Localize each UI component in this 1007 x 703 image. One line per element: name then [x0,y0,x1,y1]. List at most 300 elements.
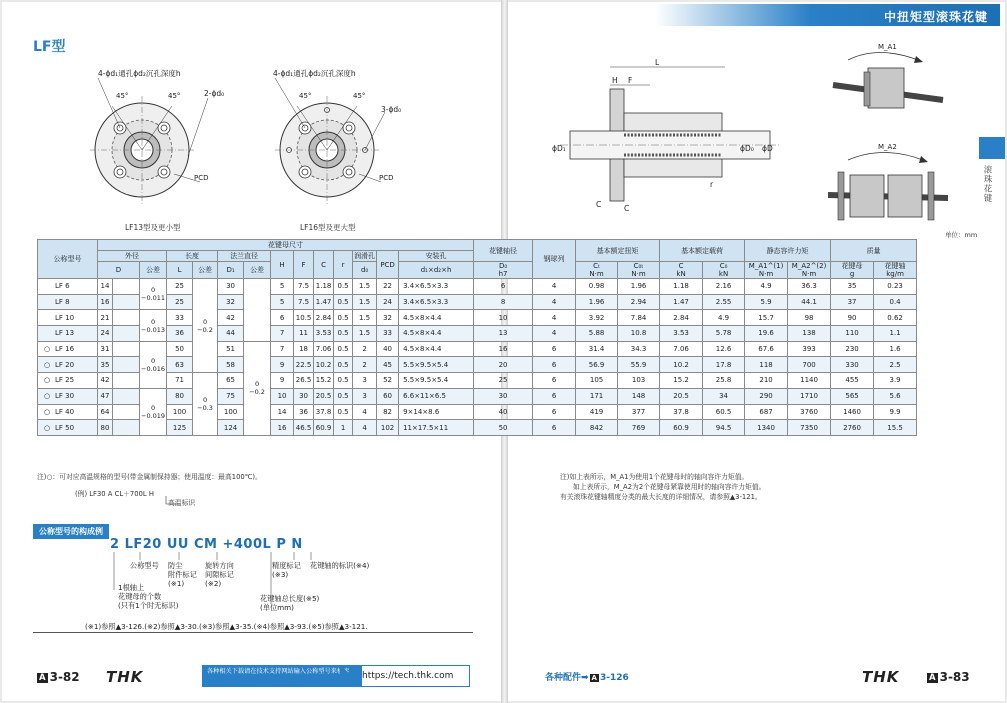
th-nut-mass [831,262,874,279]
cell-L: 50 [167,341,193,357]
dim-C1: C [596,200,602,209]
cell-D1-tol [244,341,271,435]
config-dust-3: (※1) [168,579,185,588]
cell-C0: 2.55 [703,294,745,310]
cell-COT: 148 [618,388,660,404]
cell-C: 1.47 [660,294,703,310]
cell-nut_g: 90 [831,310,874,326]
cell-D-spacer [113,373,140,389]
th-D1-tol: 公差 [244,262,271,279]
cell-F: 22.5 [294,357,314,373]
cell-D-tol-upper: 0 [150,356,156,365]
cell-d0: 4 [353,404,377,420]
cell-MA2: 138 [788,326,831,342]
cell-shaft_kgm: 15.5 [874,420,917,436]
config-model: 公称型号 [130,561,159,570]
table-row [38,341,917,357]
cell-hole: 3.4×6.5×3.3 [399,279,474,295]
cell-balls: 4 [533,294,576,310]
config-num-1: 1根轴上 [118,583,145,592]
parts-prefix: A [591,674,597,682]
th-COT-unit: N·m [631,270,646,278]
model-name: LF 10 [55,313,75,322]
cell-MA1: 210 [745,373,788,389]
cell-d0: 3 [353,388,377,404]
cell-C: 10.2 [660,357,703,373]
cell-PCD: 32 [377,310,399,326]
cell-model [38,373,98,389]
cell-MA2: 1710 [788,388,831,404]
cell-shaft_kgm: 3.9 [874,373,917,389]
cell-D1: 32 [218,294,244,310]
cell-model [38,279,98,295]
model-name: LF 30 [55,392,75,401]
cell-balls: 6 [533,388,576,404]
cell-PCD: 45 [377,357,399,373]
table-row [38,279,917,295]
cell-shaft_kgm: 9.9 [874,404,917,420]
dim-D0: ϕD₀ [740,144,754,153]
cell-CT: 3.92 [576,310,618,326]
cell-r: 0.5 [334,357,353,373]
side-tab-marker [979,137,1005,159]
cell-D-tol [140,310,167,341]
cell-Do: 30 [474,388,533,404]
cell-C: 1.18 [314,279,334,295]
config-rule [33,632,473,633]
high-temp-marker-icon: ○ [44,360,51,369]
cell-C: 15.2 [314,373,334,389]
cell-nut_g: 35 [831,279,874,295]
cell-CT: 56.9 [576,357,618,373]
cell-MA1: 19.6 [745,326,788,342]
cell-D-tol-lower: −0.011 [141,294,166,303]
page-right-num: 3-83 [939,670,970,684]
cell-shaft_kgm: 1.6 [874,341,917,357]
cell-C0: 4.9 [703,310,745,326]
cell-C: 3.53 [314,326,334,342]
cell-F: 18 [294,341,314,357]
cell-MA1: 4.9 [745,279,788,295]
cell-C: 37.8 [660,404,703,420]
spec-table [37,239,917,436]
cell-D-tol [140,341,167,388]
cell-hole: 4.5×8×4.4 [399,326,474,342]
lbl-holes-large: 4-ϕd₁通孔ϕd₂沉孔深度h [273,69,356,78]
cell-C0: 5.78 [703,326,745,342]
cell-L-tol-lower: −0.3 [197,404,213,412]
parts-page: 3-126 [599,673,629,683]
cell-L: 71 [167,373,193,389]
cell-COT: 2.94 [618,294,660,310]
cell-D-tol-upper: 0 [150,286,156,295]
cell-D-tol [140,388,167,435]
dim-D: ϕD [762,144,773,153]
config-num-3: (只有1个时无标识) [118,601,179,610]
config-shaft: 花键轴的标识(※4) [310,561,370,570]
cell-D: 80 [98,420,113,436]
cell-C: 15.2 [660,373,703,389]
dim-L: L [655,58,660,67]
cell-C: 10.2 [314,357,334,373]
cell-D: 24 [98,326,113,342]
config-num-2: 花键母的个数 [118,592,162,601]
cell-d0: 1.5 [353,279,377,295]
cell-balls: 6 [533,420,576,436]
cell-C0: 60.5 [703,404,745,420]
model-name: LF 16 [55,345,75,354]
cell-balls: 4 [533,310,576,326]
cell-hole: 11×17.5×11 [399,420,474,436]
config-len-1: 花键轴总长度(※5) [260,594,320,603]
th-Do-h7 [474,262,533,279]
cell-D-tol-lower: −0.019 [141,411,166,420]
cell-L: 36 [167,326,193,342]
cell-C: 37.8 [314,404,334,420]
moment-ma1: M_A1 [878,43,897,51]
cell-C0: 2.16 [703,279,745,295]
cell-shaft_kgm: 0.62 [874,310,917,326]
cell-D: 42 [98,373,113,389]
cell-COT: 7.84 [618,310,660,326]
cell-nut_g: 330 [831,357,874,373]
lbl-angle1-small: 45° [116,92,129,100]
cell-nut_g: 455 [831,373,874,389]
cell-Do: 6 [474,279,533,295]
th-H: H [271,251,294,279]
cell-nut_g: 110 [831,326,874,342]
model-name: LF 6 [55,282,70,291]
cell-shaft_kgm: 0.4 [874,294,917,310]
support-url-link[interactable]: https://tech.thk.com [342,665,470,687]
dim-C2: C [624,204,630,213]
th-outer-dia: 外径 [98,251,167,262]
cell-hole: 4.5×8×4.4 [399,341,474,357]
th-lube-hole: 润滑孔 [354,252,376,260]
flange-drawing-large [265,66,425,216]
th-mount-hole: 安装孔 [399,251,474,262]
cell-C: 7.06 [660,341,703,357]
cell-D: 35 [98,357,113,373]
cell-L: 25 [167,279,193,295]
cell-H: 16 [271,420,294,436]
model-name: LF 50 [55,423,75,432]
thk-logo-right: THK [862,668,900,686]
cell-r: 1 [334,420,353,436]
cell-d0: 1.5 [353,294,377,310]
cell-hole: 3.4×6.5×3.3 [399,294,474,310]
cell-CT: 171 [576,388,618,404]
cell-C: 60.9 [314,420,334,436]
cell-D-tol [140,279,167,310]
cell-shaft_kgm: 0.23 [874,279,917,295]
th-MA1 [745,262,788,279]
table-row [38,404,917,420]
cell-model [38,326,98,342]
cell-H: 10 [271,388,294,404]
cell-model [38,388,98,404]
cell-d0: 1.5 [353,310,377,326]
parts-ref-link[interactable] [545,670,629,683]
moment-drawing-single [828,40,948,120]
th-CT-unit: N·m [589,270,604,278]
cell-PCD: 60 [377,388,399,404]
cell-L-tol-upper: 0 [202,396,208,404]
cell-D1: 58 [218,357,244,373]
cell-D-spacer [113,341,140,357]
page-right-prefix: A [929,673,936,683]
cell-r: 0.5 [334,404,353,420]
config-rot-1: 旋转方向 [205,561,234,570]
cell-PCD: 22 [377,279,399,295]
cell-L: 33 [167,310,193,326]
cell-COT: 377 [618,404,660,420]
config-acc-2: (※3) [272,570,289,579]
cell-D1: 30 [218,279,244,295]
cell-D: 64 [98,404,113,420]
cell-H: 5 [271,279,294,295]
cell-COT: 55.9 [618,357,660,373]
cell-PCD: 33 [377,326,399,342]
high-temp-marker-icon: ○ [44,376,51,385]
cell-nut_g: 230 [831,341,874,357]
th-D: D [98,262,140,279]
cell-PCD: 24 [377,294,399,310]
dim-D1: ϕD₁ [552,144,566,153]
th-mass: 质量 [831,240,917,262]
cell-F: 26.5 [294,373,314,389]
th-torque: 基本额定扭矩 [576,240,660,262]
table-row [38,326,917,342]
cell-r: 0.5 [334,294,353,310]
th-F: F [294,251,314,279]
th-Cload-sym: C [678,262,684,270]
cell-hole: 5.5×9.5×5.4 [399,357,474,373]
cell-D-spacer [113,294,140,310]
config-rot [205,561,234,588]
cell-H: 9 [271,373,294,389]
cell-PCD: 82 [377,404,399,420]
th-MA1-unit: N·m [758,270,774,278]
model-name: LF 40 [55,407,75,416]
config-acc-1: 精度标记 [272,561,301,570]
cell-MA2: 393 [788,341,831,357]
cell-D: 16 [98,294,113,310]
cell-MA1: 5.9 [745,294,788,310]
cell-H: 14 [271,404,294,420]
lbl-angle1-large: 45° [299,92,312,100]
cell-C: 1.47 [314,294,334,310]
cell-L-tol [193,373,218,436]
cell-nut_g: 1460 [831,404,874,420]
page-left-num: 3-82 [49,670,80,684]
th-MA2-unit: N·m [801,270,817,278]
config-title: 公称型号的构成例 [33,524,109,539]
cell-MA2: 1140 [788,373,831,389]
th-r: r [334,251,353,279]
cell-MA2: 36.3 [788,279,831,295]
cell-balls: 6 [533,341,576,357]
cell-Do: 40 [474,404,533,420]
section-title: LF型 [33,39,66,55]
cell-MA1: 1340 [745,420,788,436]
config-len-2: (单位mm) [260,603,294,612]
lbl-pcd-large: PCD [379,174,394,182]
table-row [38,294,917,310]
cell-F: 7.5 [294,294,314,310]
cell-C: 20.5 [660,388,703,404]
th-load: 基本额定载荷 [660,240,745,262]
config-dust-2: 附件标记 [168,570,197,579]
unit-label: 单位：mm [945,231,978,239]
cell-C0: 25.8 [703,373,745,389]
th-length: 长度 [167,251,218,262]
cell-C0: 17.8 [703,357,745,373]
th-flange-dia: 法兰直径 [218,251,271,262]
table-row [38,310,917,326]
th-nut-mass-lbl: 花键母 [841,262,863,270]
table-row [38,388,917,404]
model-name: LF 13 [55,329,75,338]
side-tab-label: 滚珠花键 [982,165,992,203]
lbl-do-large: 3-ϕd₀ [381,105,402,114]
cell-nut_g: 37 [831,294,874,310]
th-nut-mass-unit: g [849,270,855,278]
cell-MA2: 98 [788,310,831,326]
moment-ma2: M_A2 [878,143,897,151]
cell-model [38,341,98,357]
cell-MA1: 687 [745,404,788,420]
th-C: C [314,251,334,279]
th-Do: D₀ [498,262,508,270]
cell-C: 7.06 [314,341,334,357]
lbl-angle2-small: 45° [168,92,181,100]
cell-D-spacer [113,420,140,436]
high-temp-marker-icon: ○ [44,345,51,354]
cell-D1: 65 [218,373,244,389]
cell-D-spacer [113,388,140,404]
cell-balls: 6 [533,404,576,420]
cell-D1-tol-lower: −0.2 [249,388,265,397]
cell-balls: 4 [533,279,576,295]
cell-D1: 44 [218,326,244,342]
note-ma1: 注)如上表所示，M_A1为使用1个花键母时的轴向容许力矩值。 [560,473,749,481]
cell-hole: 4.5×8×4.4 [399,310,474,326]
lbl-do-small: 2-ϕd₀ [204,89,225,98]
cell-D: 21 [98,310,113,326]
cell-balls: 6 [533,373,576,389]
th-moment: 静态容许力矩 [745,240,831,262]
cell-F: 10.5 [294,310,314,326]
cell-model [38,294,98,310]
cell-D-tol-upper: 0 [150,403,156,412]
cell-r: 0.5 [334,341,353,357]
th-Cload-unit: kN [676,270,686,278]
cell-nut_g: 2760 [831,420,874,436]
cell-D1: 51 [218,341,244,357]
config-dust-1: 防尘 [168,561,183,570]
cell-MA2: 7350 [788,420,831,436]
cell-C0: 34 [703,388,745,404]
th-PCD: PCD [377,251,399,279]
cell-d0: 2 [353,357,377,373]
thk-logo-left: THK [106,668,144,686]
cell-C: 3.53 [660,326,703,342]
cell-D-spacer [113,357,140,373]
cell-D1: 75 [218,388,244,404]
th-d0: d₀ [353,262,377,279]
th-hole-spec: d₁×d₂×h [399,262,474,279]
cell-C: 1.18 [660,279,703,295]
cell-MA2: 3760 [788,404,831,420]
cell-D-spacer [113,310,140,326]
cell-Do: 20 [474,357,533,373]
cell-shaft_kgm: 5.6 [874,388,917,404]
cell-L-tol-lower: −0.2 [197,325,213,334]
cell-L: 125 [167,420,193,436]
note-ma2: 如上表所示，M_A2为2个花键母紧靠使用时的轴向容许力矩值。 [573,483,766,491]
cell-Do: 50 [474,420,533,436]
cell-F: 46.5 [294,420,314,436]
cell-d0: 4 [353,420,377,436]
cell-MA1: 67.6 [745,341,788,357]
table-row [38,373,917,389]
cell-r: 0.5 [334,279,353,295]
cell-D: 31 [98,341,113,357]
download-banner: 各种相关下载请在技术支持网站输入公称型号来检索 [202,665,362,687]
cell-D-spacer [113,326,140,342]
cell-D-spacer [113,279,140,295]
cell-MA2: 700 [788,357,831,373]
th-C0-unit: kN [718,270,729,278]
cell-D-tol-upper: 0 [150,317,156,326]
cell-Do: 25 [474,373,533,389]
cell-COT: 34.3 [618,341,660,357]
header-title: 中扭矩型滚珠花键 [883,10,988,24]
th-Cload [660,262,703,279]
cell-F: 11 [294,326,314,342]
note-accuracy: 有关滚珠花键轴精度分类的最大长度的详细情况，请参照▲3-121。 [560,493,762,501]
cell-L-tol-upper: 0 [202,317,208,326]
lbl-angle2-large: 45° [353,92,366,100]
th-balls: 钢球列 [533,240,576,279]
cell-hole: 9×14×8.6 [399,404,474,420]
cell-L: 100 [167,404,193,420]
cell-r: 0.5 [334,388,353,404]
th-MA1-sym: M_A1^(1) [748,262,784,270]
page-number-right [927,670,970,684]
cell-D1-tol-upper: 0 [254,380,260,389]
model-name: LF 20 [55,360,75,369]
config-acc [272,561,301,579]
lbl-pcd-small: PCD [194,174,209,182]
cell-model [38,357,98,373]
cell-model [38,420,98,436]
cell-C: 2.84 [660,310,703,326]
cell-model [38,310,98,326]
cell-CT: 1.96 [576,294,618,310]
cell-Do: 16 [474,341,533,357]
cell-C: 60.9 [660,420,703,436]
cell-balls: 4 [533,326,576,342]
th-CT [576,262,618,279]
cell-F: 7.5 [294,279,314,295]
th-D1: D₁ [218,262,244,279]
cell-MA1: 290 [745,388,788,404]
flange-drawing-small [90,66,250,216]
cell-D1: 100 [218,404,244,420]
cell-Do: 10 [474,310,533,326]
